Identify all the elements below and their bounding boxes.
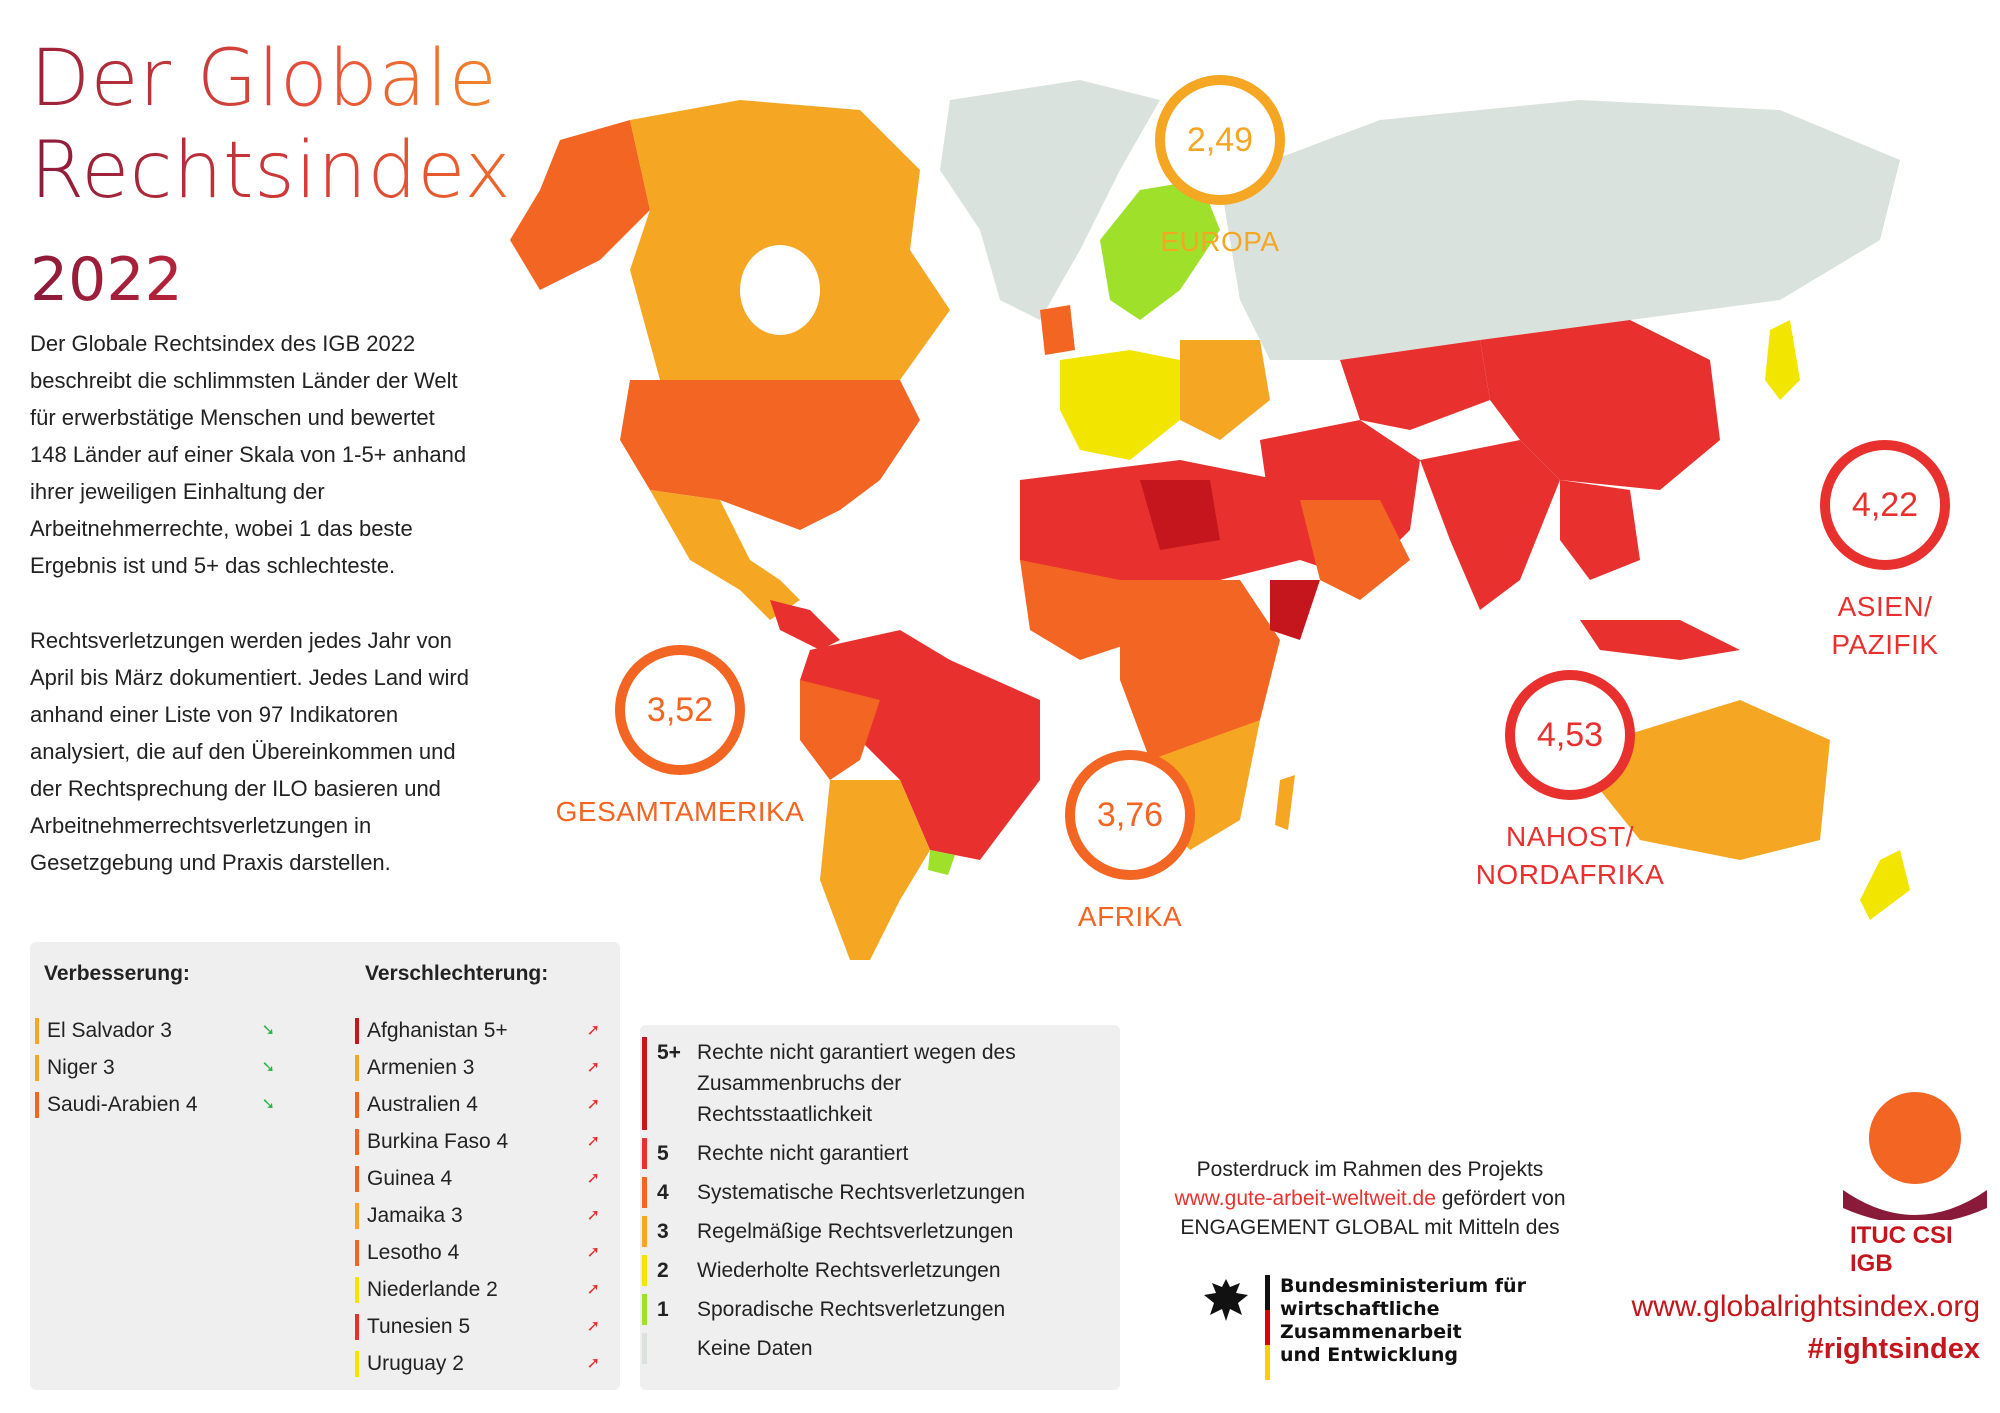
list-item: Saudi-Arabien 4 ➘: [35, 1086, 275, 1123]
changes-panel: [30, 942, 620, 1390]
legend-item: 2 Wiederholte Rechtsverletzungen: [642, 1255, 1102, 1286]
region-score: 3,52: [615, 645, 745, 775]
ituc-logo-text: ITUC CSI IGB: [1850, 1222, 1953, 1277]
sponsor-line-1: Posterdruck im Rahmen des Projekts: [1196, 1158, 1544, 1181]
map-indonesia: [1580, 620, 1740, 660]
worsened-list: [355, 1012, 600, 1382]
arrow-up-icon: ➚: [586, 1355, 600, 1372]
list-item: Niger 3 ➘: [35, 1049, 275, 1086]
legend-item: 4 Systematische Rechtsverletzungen: [642, 1177, 1102, 1208]
list-item: El Salvador 3 ➘: [35, 1012, 275, 1049]
region-score: 4,22: [1820, 440, 1950, 570]
list-item: Afghanistan 5+ ➚: [355, 1012, 600, 1049]
arrow-up-icon: ➚: [586, 1281, 600, 1298]
map-new-zealand: [1860, 850, 1910, 920]
arrow-up-icon: ➚: [586, 1059, 600, 1076]
hashtag: #rightsindex: [1807, 1333, 1980, 1365]
list-item: Niederlande 2 ➚: [355, 1271, 600, 1308]
arrow-up-icon: ➚: [586, 1244, 600, 1261]
worsened-heading: Verschlechterung:: [365, 962, 549, 985]
sponsor-line-2: www.gute-arbeit-weltweit.de gefördert von: [1174, 1187, 1566, 1210]
region-name: GESAMTAMERIKA: [555, 796, 805, 827]
region-name: AFRIKA: [1077, 901, 1183, 932]
list-item: Tunesien 5 ➚: [355, 1308, 600, 1345]
map-russia: [1220, 100, 1900, 360]
region-score: 2,49: [1155, 75, 1285, 205]
map-somalia: [1270, 580, 1320, 640]
poster-title: [30, 34, 512, 315]
list-item: Jamaika 3 ➚: [355, 1197, 600, 1234]
sponsor-text: [1150, 1155, 1590, 1242]
arrow-up-icon: ➚: [586, 1022, 600, 1039]
improved-heading: Verbesserung:: [44, 962, 190, 985]
ministry-name: Bundesministerium für wirtschaftliche Zusammenarbeit und Entwicklung: [1280, 1275, 1526, 1366]
region-mena: [1450, 670, 1690, 894]
region-name-line-1: ASIEN/: [1837, 591, 1933, 622]
map-southeast-asia: [1560, 480, 1640, 580]
region-europe: [1155, 75, 1285, 261]
region-name-line-2: PAZIFIK: [1831, 629, 1939, 660]
sponsor-line-3: ENGAGEMENT GLOBAL mit Mitteln des: [1180, 1216, 1560, 1239]
map-madagascar: [1275, 775, 1295, 830]
map-japan: [1765, 320, 1800, 400]
map-canada: [630, 100, 950, 390]
list-item: Burkina Faso 4 ➚: [355, 1123, 600, 1160]
title-line-2: Rechtsindex: [30, 126, 512, 216]
arrow-up-icon: ➚: [586, 1207, 600, 1224]
ministry-logo: [1200, 1275, 1560, 1385]
sponsor-link[interactable]: www.gute-arbeit-weltweit.de: [1174, 1187, 1436, 1210]
ituc-logo-icon: [1835, 1090, 1995, 1220]
region-name-line-1: NAHOST/: [1506, 821, 1634, 852]
legend-item: 1 Sporadische Rechtsverletzungen: [642, 1294, 1102, 1325]
arrow-up-icon: ➚: [586, 1133, 600, 1150]
description-paragraph-2: Rechtsverletzungen werden jedes Jahr von April bis März dokumentiert. Jedes Land wird anhand einer Liste von 97 Indikatoren analysiert, die auf den Übereinkommen und der Rechtsprechung der ILO basieren und Arbeitnehmerrechtsverletzungen in Gesetzgebung und Praxis darstellen.: [30, 628, 469, 875]
map-eastern-europe: [1180, 340, 1270, 440]
legend-list: [642, 1037, 1102, 1364]
region-asia-pacific: [1820, 440, 1950, 664]
website-link[interactable]: www.globalrightsindex.org: [1631, 1290, 1980, 1323]
improved-list: [35, 1012, 275, 1123]
arrow-down-icon: ➘: [261, 1096, 275, 1113]
legend-item: 5 Rechte nicht garantiert: [642, 1138, 1102, 1169]
region-score: 3,76: [1065, 750, 1195, 880]
arrow-down-icon: ➘: [261, 1022, 275, 1039]
list-item: Uruguay 2 ➚: [355, 1345, 600, 1382]
region-score: 4,53: [1505, 670, 1635, 800]
title-year: 2022: [30, 250, 511, 310]
title-line-1: Der Globale: [30, 40, 511, 118]
arrow-up-icon: ➚: [586, 1318, 600, 1335]
arrow-down-icon: ➘: [261, 1059, 275, 1076]
region-africa: [1065, 750, 1195, 936]
list-item: Australien 4 ➚: [355, 1086, 600, 1123]
legend-panel: [640, 1025, 1120, 1390]
arrow-up-icon: ➚: [586, 1170, 600, 1187]
arrow-up-icon: ➚: [586, 1096, 600, 1113]
list-item: Armenien 3 ➚: [355, 1049, 600, 1086]
map-western-europe: [1060, 350, 1180, 460]
list-item: Lesotho 4 ➚: [355, 1234, 600, 1271]
map-central-america: [770, 600, 840, 650]
map-uk: [1040, 305, 1075, 355]
region-americas: [555, 645, 805, 831]
legend-item: 3 Regelmäßige Rechtsverletzungen: [642, 1216, 1102, 1247]
legend-item: 5+ Rechte nicht garantiert wegen des Zusammenbruchs der Rechtsstaatlichkeit: [642, 1037, 1102, 1130]
region-name: EUROPA: [1160, 226, 1280, 257]
list-item: Guinea 4 ➚: [355, 1160, 600, 1197]
map-alaska: [510, 120, 650, 290]
description-paragraph-1: Der Globale Rechtsindex des IGB 2022 beschreibt die schlimmsten Länder der Welt für erwerbstätige Menschen und bewertet 148 Länder auf einer Skala von 1-5+ anhand ihrer jeweiligen Einhaltung der Arbeitnehmerrechte, wobei 1 das beste Ergebnis ist und 5+ das schlechteste.: [30, 331, 467, 578]
region-name-line-2: NORDAFRIKA: [1475, 859, 1665, 890]
legend-item: Keine Daten: [642, 1333, 1102, 1364]
map-india: [1420, 440, 1560, 610]
eagle-icon: [1200, 1275, 1252, 1327]
